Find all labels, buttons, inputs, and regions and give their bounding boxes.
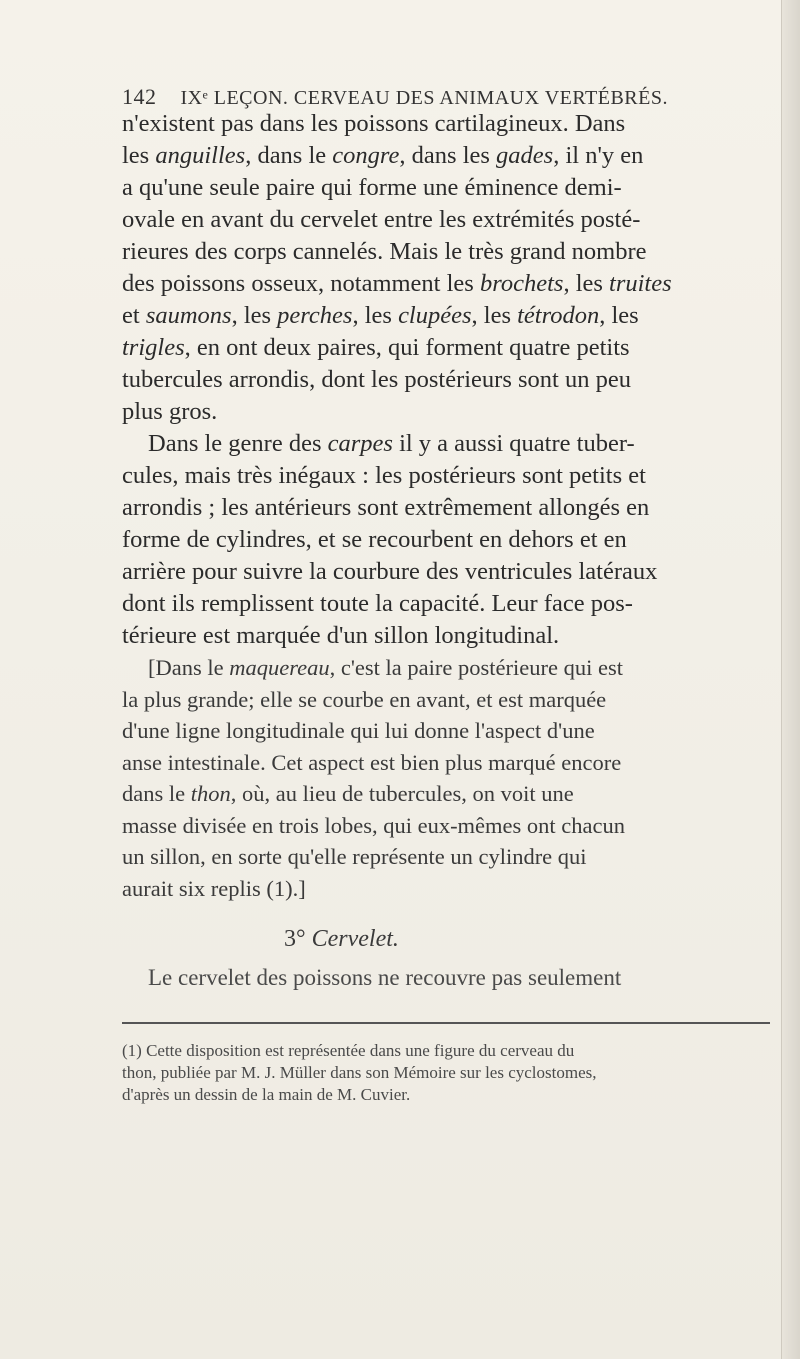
text-line [122, 268, 768, 300]
text-line [122, 140, 768, 172]
text-line: tubercules arrondis, dont les postérieurs sont un peu [122, 366, 631, 393]
text-run: , c'est la paire postérieure qui est [329, 655, 623, 680]
text-run: dans le [122, 781, 191, 806]
text-run: il y a aussi quatre tuber- [392, 430, 635, 457]
species-name: carpes [327, 430, 393, 457]
text-line [122, 652, 768, 684]
section-title: Cervelet. [311, 926, 399, 952]
text-line: cules, mais très inégaux : les postérieurs sont petits et [122, 462, 646, 489]
text-run: , les [599, 302, 639, 329]
footnote-divider [122, 1022, 770, 1024]
text-line: arrondis ; les antérieurs sont extrêmement allongés en [122, 494, 650, 521]
text-run: des poissons osseux, notamment les [122, 270, 480, 297]
text-line: masse divisée en trois lobes, qui eux-mêmes ont chacun [122, 812, 625, 838]
species-name: tétrodon [517, 302, 600, 329]
text-run: , il n'y en [553, 142, 644, 169]
species-name: clupées [398, 302, 472, 329]
text-line: dont ils remplissent toute la capacité. Leur face pos- [122, 590, 633, 617]
text-line: térieure est marquée d'un sillon longitudinal. [122, 622, 560, 649]
text-line: la plus grande; elle se courbe en avant, et est marquée [122, 686, 607, 712]
section-number: 3° [284, 926, 306, 952]
footnote [122, 1040, 770, 1106]
text-line: rieures des corps cannelés. Mais le très grand nombre [122, 238, 647, 265]
species-name: thon [190, 781, 231, 806]
species-name: perches [277, 302, 353, 329]
text-line: un sillon, en sorte qu'elle représente un cylindre qui [122, 844, 587, 869]
body-text [122, 108, 768, 994]
text-line: plus gros. [122, 398, 218, 425]
text-run: , où, au lieu de tubercules, on voit une [230, 781, 574, 806]
species-name: trigles [122, 334, 185, 361]
running-title: IXᵉ LEÇON. CERVEAU DES ANIMAUX VERTÉBRÉS. [180, 87, 668, 109]
text-run: Dans le genre des [148, 430, 328, 457]
text-run: les [122, 142, 156, 169]
footnote-line: d'après un dessin de la main de M. Cuvier. [122, 1085, 411, 1104]
text-run: , en ont deux paires, qui forment quatre petits [184, 334, 630, 361]
running-header [122, 84, 762, 110]
text-line [122, 778, 768, 810]
text-run: , les [471, 302, 518, 329]
text-line: ovale en avant du cervelet entre les extrémités posté- [122, 206, 641, 233]
section-heading [122, 922, 768, 956]
paragraph-1 [122, 108, 768, 428]
text-line [122, 428, 768, 460]
text-line: anse intestinale. Cet aspect est bien plus marqué encore [122, 749, 622, 775]
text-line [122, 332, 768, 364]
paragraph-3 [122, 652, 768, 904]
text-line: aurait six replis (1).] [122, 875, 306, 901]
text-line: a qu'une seule paire qui forme une éminence demi- [122, 174, 622, 201]
text-line: d'une ligne longitudinale qui lui donne l'aspect d'une [122, 718, 595, 743]
text-run: et [122, 302, 146, 329]
footnote-line: (1) Cette disposition est représentée dans une figure du cerveau du [122, 1041, 575, 1060]
text-run: , les [563, 270, 610, 297]
text-line: Le cervelet des poissons ne recouvre pas seulement [148, 965, 622, 990]
text-run: , les [231, 302, 278, 329]
page-number: 142 [122, 84, 157, 109]
species-name: congre [332, 142, 400, 169]
species-name: anguilles [155, 142, 246, 169]
text-line: n'existent pas dans les poissons cartilagineux. Dans [122, 110, 626, 137]
text-line: forme de cylindres, et se recourbent en dehors et en [122, 526, 627, 553]
paragraph-2 [122, 428, 768, 652]
text-run: , dans les [399, 142, 497, 169]
species-name: truites [609, 270, 672, 297]
species-name: gades [496, 142, 554, 169]
text-run: [Dans le [148, 655, 230, 680]
species-name: saumons [145, 302, 232, 329]
text-line [122, 300, 768, 332]
page-edge [781, 0, 800, 1359]
species-name: maquereau [229, 655, 330, 680]
species-name: brochets [479, 270, 564, 297]
text-line: arrière pour suivre la courbure des ventricules latéraux [122, 558, 658, 585]
text-run: , dans le [245, 142, 333, 169]
footnote-line: thon, publiée par M. J. Müller dans son Mémoire sur les cyclostomes, [122, 1063, 597, 1082]
text-run: , les [352, 302, 399, 329]
